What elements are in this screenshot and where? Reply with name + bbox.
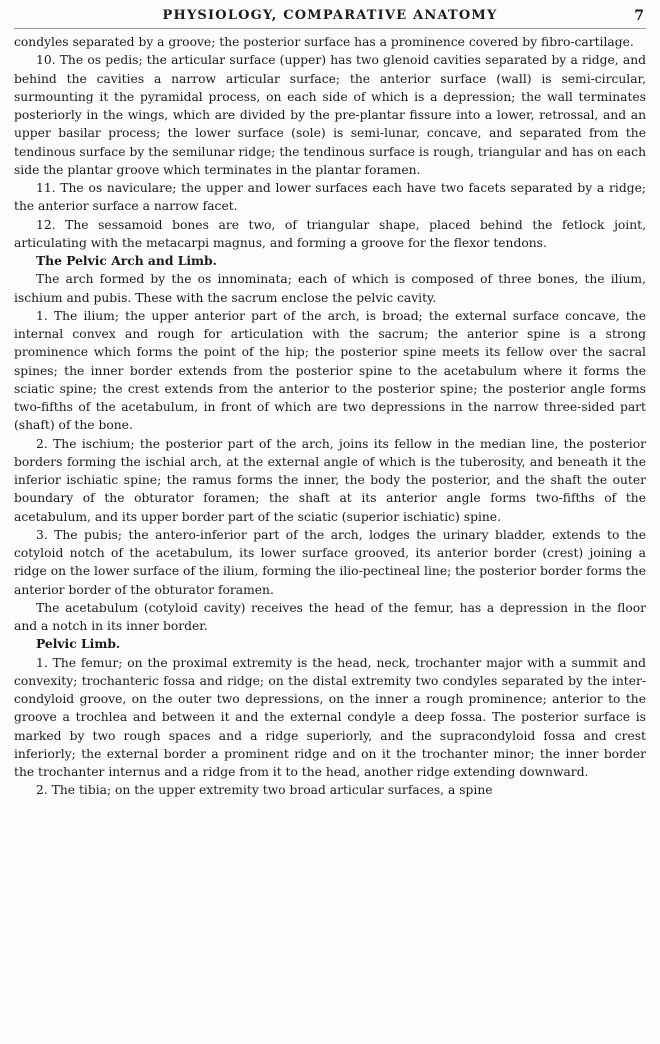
paragraph: The acetabulum (cotyloid cavity) receives the head of the femur, has a depression in the floor and a notch in its inner border. (14, 600, 646, 633)
paragraph: 2. The tibia; on the upper extremity two broad articular surfaces, a spine (36, 783, 493, 798)
paragraph: 11. The os naviculare; the upper and lower surfaces each have two facets separated by a ridge; the anterior surface a narrow facet. (14, 181, 646, 214)
paragraph: The arch formed by the os innominata; each of which is composed of three bones, the ilium, ischium and pubis. These with the sacrum enclose the pelvic cavity. (14, 272, 646, 305)
section-heading: The Pelvic Arch and Limb. (36, 253, 217, 268)
paragraph: 10. The os pedis; the articular surface (upper) has two glenoid cavities separated by a ridge, and behind the cavities a narrow articular surface; the anterior surface (wall) is semi-circular, surmounting it the pyramidal process, on each side of which is a depression; the wall terminates posteriorly in the wings, which are divided by the pre-plantar fissure into a lower, retrossal, and an upper basilar process; the lower surface (sole) is semi-lunar, concave, and separated from the tendinous surface by the semilunar ridge; the tendinous surface is rough, triangular and has on each side the plantar groove which terminates in the plantar foramen. (14, 53, 646, 177)
section-heading: Pelvic Limb. (36, 636, 121, 652)
paragraph: 12. The sessamoid bones are two, of triangular shape, placed behind the fetlock joint, articulating with the metacarpi magnus, and forming a groove for the flexor tendons. (14, 217, 646, 250)
page-header (14, 6, 646, 29)
running-head: PHYSIOLOGY, COMPARATIVE ANATOMY (162, 8, 498, 23)
paragraph: 1. The ilium; the upper anterior part of the arch, is broad; the external surface concave, the internal convex and rough for articulation with the sacrum; the anterior spine is a strong prominence which forms the point of the hip; the posterior spine meets its fellow over the sacral spines; the inner border extends from the posterior spine to the acetabulum where it forms the sciatic spine; the crest extends from the anterior to the posterior spine; the posterior angle forms two-fifths of the acetabulum, in front of which are two depressions in the narrow three-sided part (shaft) of the bone. (14, 308, 646, 433)
paragraph: 2. The ischium; the posterior part of the arch, joins its fellow in the median line, the posterior borders forming the ischial arch, at the external angle of which is the tuberosity, and beneath it the inferior ischiatic spine; the ramus forms the inner, the body the posterior, and the shaft the outer boundary of the obturator foramen; the shaft at its anterior angle forms two-fifths of the acetabulum, and its upper border part of the sciatic (superior ischiatic) spine. (14, 436, 646, 524)
paragraph: condyles separated by a groove; the posterior surface has a prominence covered by fibro-cartilage. (14, 35, 634, 49)
paragraph: 1. The femur; on the proximal extremity is the head, neck, trochanter major with a summit and convexity; trochanteric fossa and ridge; on the distal extremity two condyles separated by the inter-condyloid groove, on the outer two depressions, on the inner a rough prominence; anterior to the groove a trochlea and between it and the external condyle a deep fossa. The posterior surface is marked by two rough spaces and a ridge superiorly, and the supracondyloid fossa and crest inferiorly; the external border a prominent ridge and on it the trochanter minor; the inner border the trochanter internus and a ridge from it to the head, another ridge extending downward. (14, 655, 646, 779)
body-text (14, 33, 646, 800)
paragraph: 3. The pubis; the antero-inferior part of the arch, lodges the urinary bladder, extends to the cotyloid notch of the acetabulum, its lower surface grooved, its anterior border (crest) joining a ridge on the lower surface of the ilium, forming the ilio-pectineal line; the posterior border forms the anterior border of the obturator foramen. (14, 527, 646, 597)
page-number: 7 (634, 8, 644, 24)
